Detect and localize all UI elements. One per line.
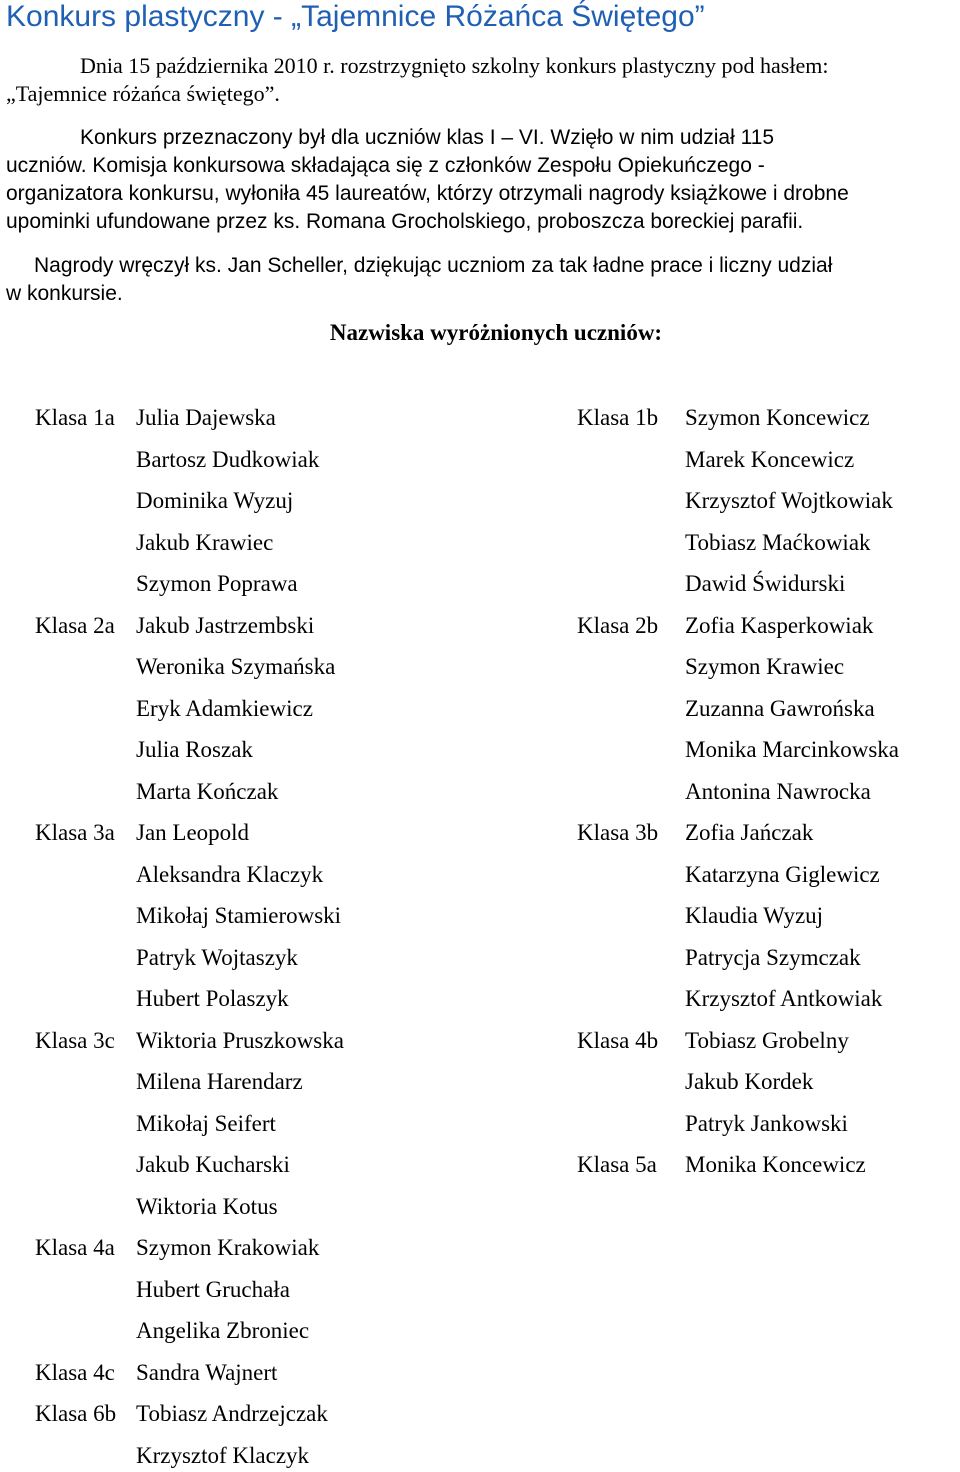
student-name: Weronika Szymańska xyxy=(136,654,336,679)
student-name: Jakub Kordek xyxy=(685,1069,814,1094)
student-name: Jan Leopold xyxy=(136,820,250,845)
student-name: Jakub Kucharski xyxy=(136,1152,290,1177)
student-name: Julia Roszak xyxy=(136,737,253,762)
intro-line-3: Konkurs przeznaczony był dla uczniów klas I – VI. Wzięło w nim udział 115 xyxy=(80,126,775,149)
student-name: Aleksandra Klaczyk xyxy=(136,861,324,887)
student-name: Eryk Adamkiewicz xyxy=(136,695,313,721)
class-label: Klasa 3a xyxy=(35,820,115,845)
student-name: Szymon Koncewicz xyxy=(685,405,870,430)
class-label: Klasa 4c xyxy=(35,1359,115,1385)
student-name: Krzysztof Wojtkowiak xyxy=(685,488,893,513)
student-name: Tobiasz Andrzejczak xyxy=(136,1401,328,1426)
class-label: Klasa 1b xyxy=(577,405,659,430)
intro-line-4: uczniów. Komisja konkursowa składająca się z członków Zespołu Opiekuńczego - xyxy=(6,154,765,177)
student-name: Wiktoria Pruszkowska xyxy=(136,1027,344,1053)
page-title: Konkurs plastyczny - „Tajemnice Różańca Świętego” xyxy=(6,0,705,33)
student-name: Szymon Poprawa xyxy=(136,571,298,596)
student-name: Jakub Jastrzembski xyxy=(136,612,315,638)
student-name: Monika Marcinkowska xyxy=(685,737,899,762)
class-label: Klasa 3b xyxy=(577,820,659,845)
student-name: Milena Harendarz xyxy=(136,1069,303,1094)
class-label: Klasa 4a xyxy=(35,1235,115,1260)
student-name: Patrycja Szymczak xyxy=(685,944,861,970)
class-label: Klasa 5a xyxy=(577,1152,657,1177)
intro-line-2: „Tajemnice różańca świętego”. xyxy=(6,81,280,106)
intro-line-8: w konkursie. xyxy=(6,282,123,305)
student-name: Monika Koncewicz xyxy=(685,1152,866,1177)
intro-line-5: organizatora konkursu, wyłoniła 45 laureatów, którzy otrzymali nagrody książkowe i drobne xyxy=(6,182,849,205)
class-label: Klasa 4b xyxy=(577,1027,659,1053)
student-name: Bartosz Dudkowiak xyxy=(136,446,320,472)
student-name: Zuzanna Gawrońska xyxy=(685,695,875,721)
student-name: Sandra Wajnert xyxy=(136,1359,278,1385)
student-name: Marta Kończak xyxy=(136,778,279,804)
intro-line-7: Nagrody wręczył ks. Jan Scheller, dziękując uczniom za tak ładne prace i liczny udział xyxy=(34,254,833,277)
student-name: Patryk Jankowski xyxy=(685,1110,848,1136)
student-name: Tobiasz Grobelny xyxy=(685,1027,849,1053)
student-name: Klaudia Wyzuj xyxy=(685,903,824,928)
student-name: Krzysztof Antkowiak xyxy=(685,986,883,1011)
student-name: Dawid Świdurski xyxy=(685,571,846,596)
student-name: Hubert Polaszyk xyxy=(136,986,289,1011)
student-name: Marek Koncewicz xyxy=(685,446,855,472)
student-name: Zofia Kasperkowiak xyxy=(685,612,874,638)
student-name: Antonina Nawrocka xyxy=(685,778,871,804)
class-label: Klasa 6b xyxy=(35,1401,117,1426)
student-name: Dominika Wyzuj xyxy=(136,488,294,513)
class-label: Klasa 1a xyxy=(35,405,115,430)
student-name: Patryk Wojtaszyk xyxy=(136,944,298,970)
class-label: Klasa 2b xyxy=(577,612,659,638)
student-name: Tobiasz Maćkowiak xyxy=(685,529,871,555)
student-name: Mikołaj Stamierowski xyxy=(136,903,342,928)
student-name: Szymon Krawiec xyxy=(685,654,845,679)
class-label: Klasa 2a xyxy=(35,612,115,638)
intro-line-6: upominki ufundowane przez ks. Romana Grocholskiego, proboszcza boreckiej parafii. xyxy=(6,210,804,233)
student-name: Szymon Krakowiak xyxy=(136,1235,320,1260)
student-name: Mikołaj Seifert xyxy=(136,1110,276,1136)
student-name: Hubert Gruchała xyxy=(136,1276,290,1302)
student-name: Julia Dajewska xyxy=(136,405,276,430)
student-name: Jakub Krawiec xyxy=(136,529,274,555)
student-name: Krzysztof Klaczyk xyxy=(136,1442,310,1468)
intro-line-1: Dnia 15 października 2010 r. rozstrzygnięto szkolny konkurs plastyczny pod hasłem: xyxy=(80,53,829,78)
list-heading: Nazwiska wyróżnionych uczniów: xyxy=(329,320,663,345)
class-label: Klasa 3c xyxy=(35,1027,115,1053)
student-name: Angelika Zbroniec xyxy=(136,1318,310,1343)
student-name: Wiktoria Kotus xyxy=(136,1193,278,1219)
student-name: Katarzyna Giglewicz xyxy=(685,861,880,887)
student-name: Zofia Jańczak xyxy=(685,820,814,845)
